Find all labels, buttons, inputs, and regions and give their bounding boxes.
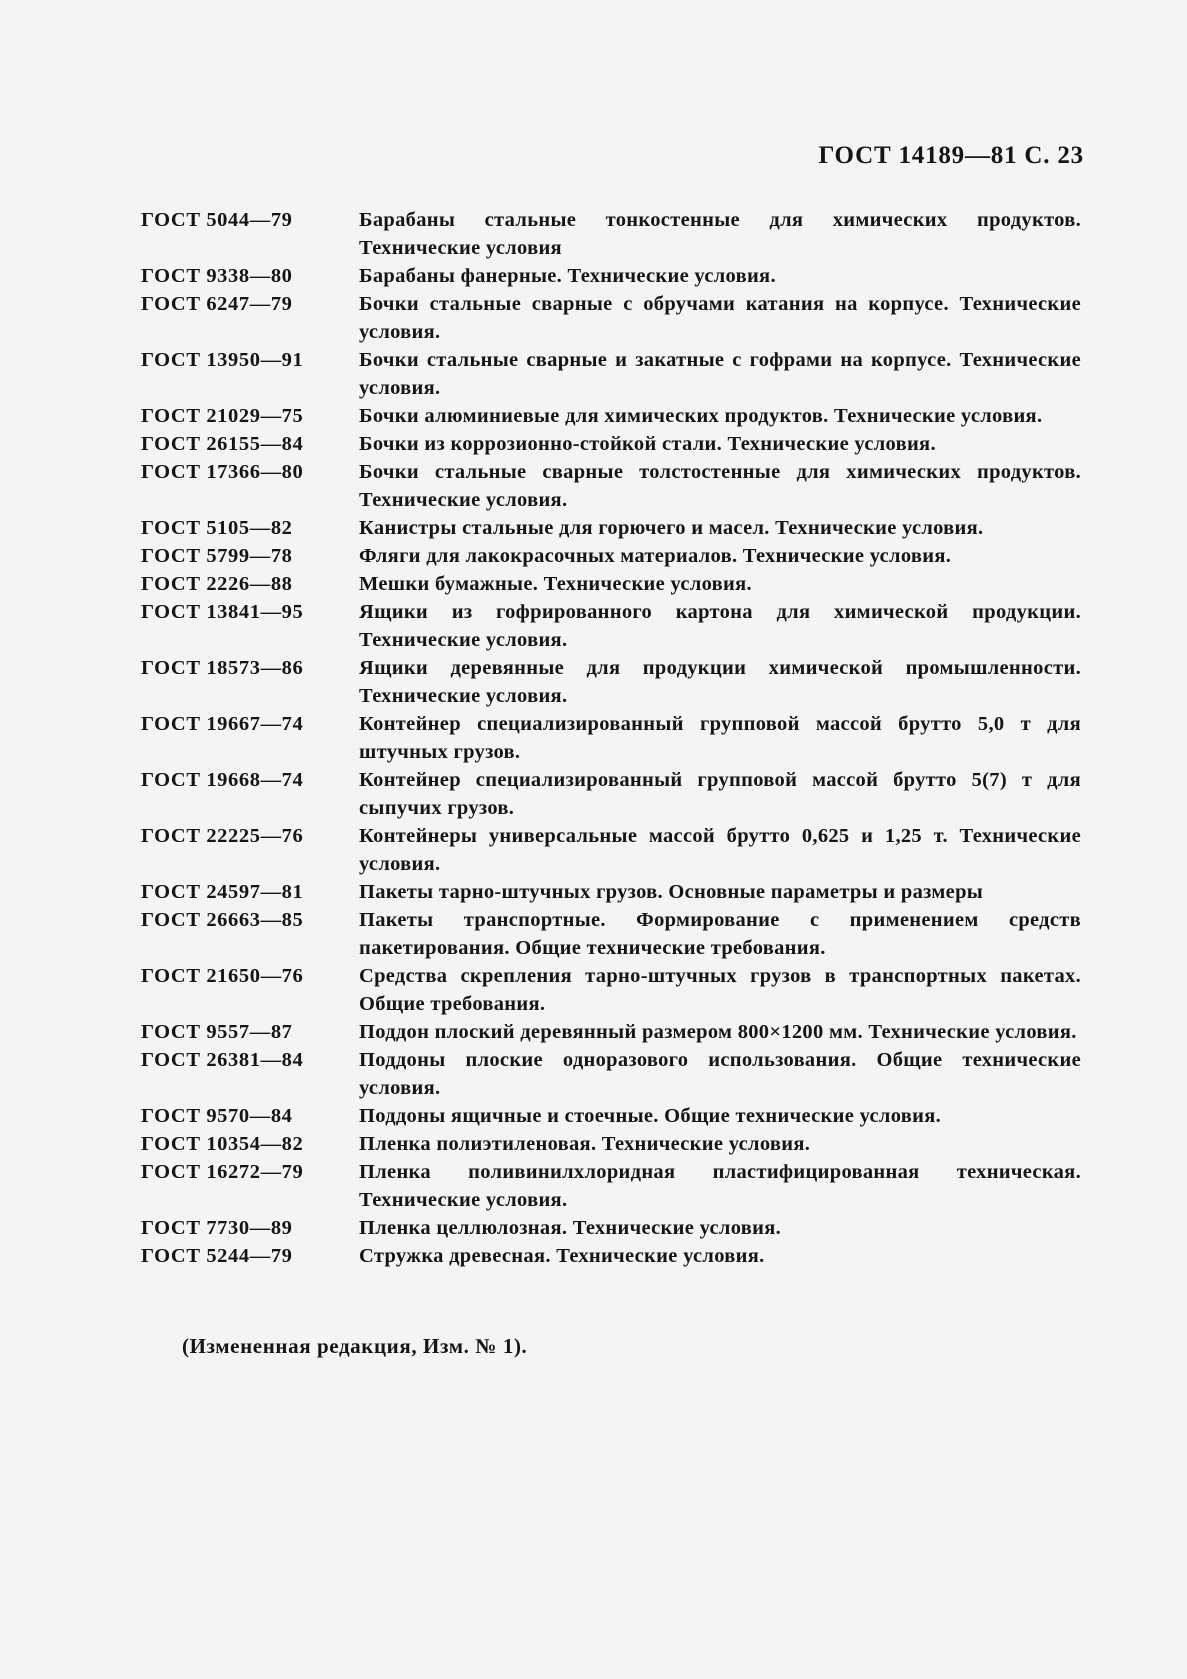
standard-title: Контейнер специализированный групповой массой брутто 5,0 т для штучных грузов.: [359, 713, 1081, 763]
standard-code: ГОСТ 6247—79: [141, 293, 293, 315]
standard-title: Барабаны фанерные. Технические условия.: [359, 265, 776, 287]
standard-title: Поддон плоский деревянный размером 800×1200 мм. Технические условия.: [359, 1021, 1077, 1043]
standard-row: [141, 1158, 1081, 1214]
standard-title: Бочки стальные сварные с обручами катания на корпусе. Технические условия.: [359, 293, 1081, 343]
standard-code: ГОСТ 24597—81: [141, 881, 304, 903]
standard-row: [141, 430, 1081, 458]
standard-title: Пленка полиэтиленовая. Технические условия.: [359, 1133, 811, 1155]
standard-row: [141, 822, 1081, 878]
standard-code: ГОСТ 5799—78: [141, 545, 293, 567]
standard-title: Бочки алюминиевые для химических продуктов. Технические условия.: [359, 405, 1043, 427]
standard-title: Бочки из коррозионно-стойкой стали. Технические условия.: [359, 433, 936, 455]
standard-row: [141, 1242, 1081, 1270]
standard-code: ГОСТ 2226—88: [141, 573, 293, 595]
standard-title: Пакеты транспортные. Формирование с применением средств пакетирования. Общие технические требования.: [359, 909, 1081, 959]
standard-code: ГОСТ 21650—76: [141, 965, 304, 987]
standard-title: Фляги для лакокрасочных материалов. Технические условия.: [359, 545, 952, 567]
standard-code: ГОСТ 26663—85: [141, 909, 304, 931]
standard-row: [141, 1046, 1081, 1102]
standard-code: ГОСТ 18573—86: [141, 657, 304, 679]
standard-title: Ящики из гофрированного картона для химической продукции. Технические условия.: [359, 601, 1081, 651]
standard-row: [141, 906, 1081, 962]
standard-code: ГОСТ 9570—84: [141, 1105, 293, 1127]
standard-row: [141, 710, 1081, 766]
standard-code: ГОСТ 10354—82: [141, 1133, 304, 1155]
amendment-note: (Измененная редакция, Изм. № 1).: [182, 1334, 528, 1358]
standard-title: Мешки бумажные. Технические условия.: [359, 573, 752, 595]
standard-row: [141, 1214, 1081, 1242]
standard-code: ГОСТ 19668—74: [141, 769, 304, 791]
standard-code: ГОСТ 26381—84: [141, 1049, 304, 1071]
standard-row: [141, 402, 1081, 430]
standard-title: Контейнеры универсальные массой брутто 0,625 и 1,25 т. Технические условия.: [359, 825, 1081, 875]
standard-row: [141, 1102, 1081, 1130]
standard-row: [141, 262, 1081, 290]
standard-code: ГОСТ 22225—76: [141, 825, 304, 847]
standard-title: Пакеты тарно-штучных грузов. Основные параметры и размеры: [359, 881, 984, 903]
standard-code: ГОСТ 13950—91: [141, 349, 304, 371]
standard-title: Средства скрепления тарно-штучных грузов в транспортных пакетах. Общие требования.: [359, 965, 1081, 1015]
standard-title: Ящики деревянные для продукции химической промышленности. Технические условия.: [359, 657, 1081, 707]
standard-code: ГОСТ 5105—82: [141, 517, 293, 539]
standard-row: [141, 542, 1081, 570]
standard-code: ГОСТ 19667—74: [141, 713, 304, 735]
standard-title: Поддоны плоские одноразового использования. Общие технические условия.: [359, 1049, 1081, 1099]
standard-title: Стружка древесная. Технические условия.: [359, 1245, 765, 1267]
standard-title: Пленка целлюлозная. Технические условия.: [359, 1217, 782, 1239]
standard-row: [141, 598, 1081, 654]
standard-row: [141, 654, 1081, 710]
standard-code: ГОСТ 26155—84: [141, 433, 304, 455]
standard-title: Бочки стальные сварные и закатные с гофрами на корпусе. Технические условия.: [359, 349, 1081, 399]
standard-row: [141, 290, 1081, 346]
standard-code: ГОСТ 9557—87: [141, 1021, 293, 1043]
standard-row: [141, 206, 1081, 262]
standard-code: ГОСТ 13841—95: [141, 601, 304, 623]
standards-list: [141, 206, 1081, 1270]
standard-title: Контейнер специализированный групповой массой брутто 5(7) т для сыпучих грузов.: [359, 769, 1081, 819]
standard-row: [141, 570, 1081, 598]
standard-row: [141, 458, 1081, 514]
standard-code: ГОСТ 7730—89: [141, 1217, 293, 1239]
standard-title: Канистры стальные для горючего и масел. Технические условия.: [359, 517, 984, 539]
standard-title: Барабаны стальные тонкостенные для химических продуктов. Технические условия: [359, 209, 1081, 259]
standard-row: [141, 878, 1081, 906]
standard-code: ГОСТ 9338—80: [141, 265, 293, 287]
standard-code: ГОСТ 16272—79: [141, 1161, 304, 1183]
standard-row: [141, 962, 1081, 1018]
standard-code: ГОСТ 5044—79: [141, 209, 293, 231]
standard-row: [141, 1130, 1081, 1158]
page-header: ГОСТ 14189—81 С. 23: [818, 142, 1084, 169]
standard-row: [141, 514, 1081, 542]
standard-row: [141, 346, 1081, 402]
standard-code: ГОСТ 17366—80: [141, 461, 304, 483]
standard-title: Пленка поливинилхлоридная пластифицированная техническая. Технические условия.: [359, 1161, 1081, 1211]
standard-row: [141, 766, 1081, 822]
standard-code: ГОСТ 5244—79: [141, 1245, 293, 1267]
standard-title: Поддоны ящичные и стоечные. Общие технические условия.: [359, 1105, 942, 1127]
standard-code: ГОСТ 21029—75: [141, 405, 304, 427]
standard-title: Бочки стальные сварные толстостенные для химических продуктов. Технические условия.: [359, 461, 1081, 511]
standard-row: [141, 1018, 1081, 1046]
